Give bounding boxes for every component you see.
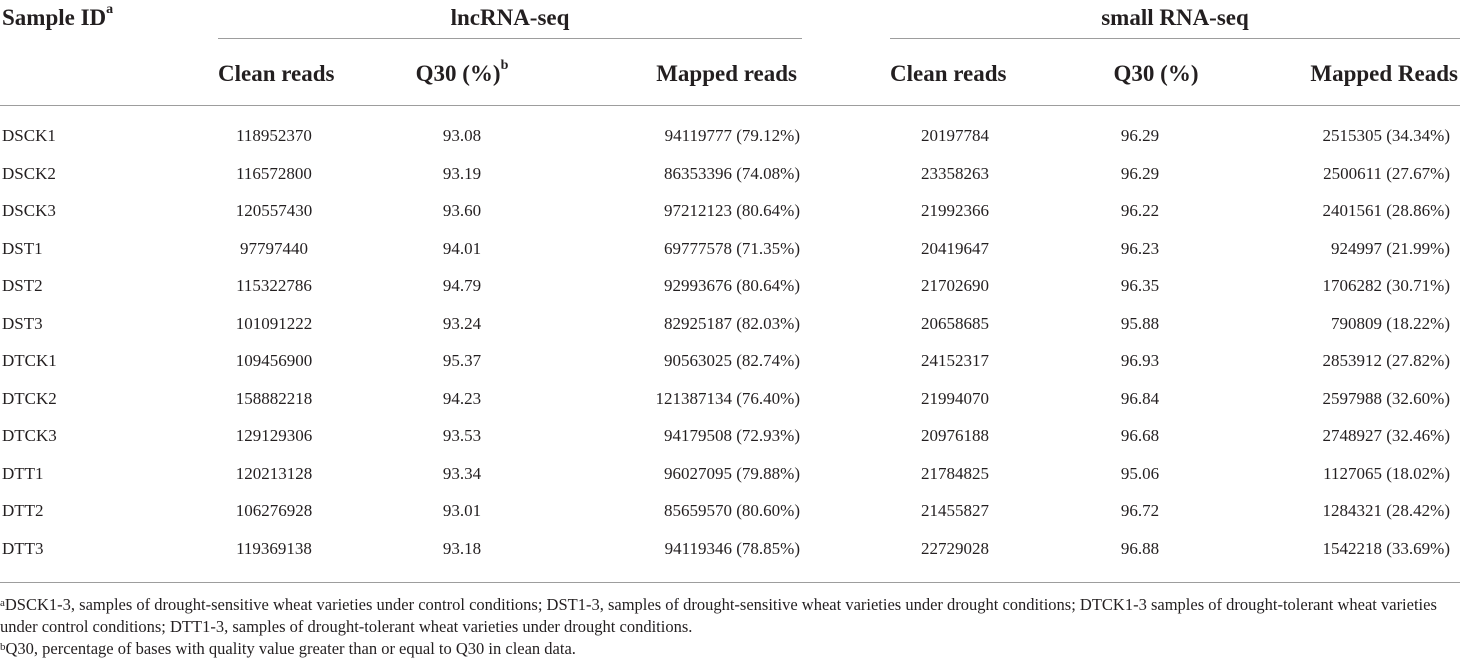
cell-lnc-clean: 120557430 bbox=[235, 201, 313, 220]
cell-lnc-clean: 115322786 bbox=[236, 276, 312, 295]
cell-lnc-clean: 158882218 bbox=[235, 388, 313, 408]
cell-id: DTCK1 bbox=[2, 351, 57, 370]
cell-small-q30: 96.29 bbox=[1120, 163, 1160, 183]
footnote-b-text: Q30, percentage of bases with quality value greater than or equal to Q30 in clean data. bbox=[5, 639, 576, 658]
footnote-a bbox=[0, 594, 1460, 638]
cell-small-mapped: 790809 (18.22%) bbox=[1331, 313, 1450, 333]
cell-small-mapped: 2597988 (32.60%) bbox=[1322, 388, 1450, 408]
cell-lnc-q30: 93.08 bbox=[442, 126, 482, 145]
header-small-clean-reads: Clean reads bbox=[890, 61, 1007, 86]
header-sample-id bbox=[2, 2, 114, 30]
cell-small-clean: 21994070 bbox=[921, 388, 989, 408]
cell-lnc-mapped: 90563025 (82.74%) bbox=[664, 351, 800, 370]
table-row bbox=[0, 195, 1460, 233]
header-lnc-mapped-reads: Mapped reads bbox=[656, 61, 797, 86]
cell-small-clean: 21784825 bbox=[921, 463, 989, 483]
cell-id: DSCK2 bbox=[2, 163, 56, 183]
cell-small-clean: 21702690 bbox=[921, 276, 989, 295]
cell-lnc-q30: 94.01 bbox=[442, 238, 482, 258]
cell-small-mapped: 1706282 (30.71%) bbox=[1322, 276, 1450, 295]
header-lnc-q30-text: Q30 (%) bbox=[415, 61, 501, 86]
cell-lnc-q30: 93.19 bbox=[442, 163, 482, 183]
cell-small-q30: 96.35 bbox=[1120, 276, 1160, 295]
cell-lnc-mapped: 121387134 (76.40%) bbox=[655, 388, 800, 408]
cell-small-clean: 23358263 bbox=[921, 163, 989, 183]
cell-small-clean: 20197784 bbox=[921, 126, 989, 145]
table-row bbox=[0, 270, 1460, 308]
table-row bbox=[0, 533, 1460, 571]
header-lnc-q30 bbox=[415, 58, 509, 86]
cell-lnc-clean: 116572800 bbox=[236, 163, 312, 183]
cell-id: DTCK3 bbox=[2, 426, 57, 445]
table-row bbox=[0, 120, 1460, 158]
cell-id: DTT1 bbox=[2, 463, 44, 483]
cell-lnc-clean: 129129306 bbox=[235, 426, 313, 445]
cell-small-clean: 20976188 bbox=[921, 426, 989, 445]
cell-lnc-mapped: 85659570 (80.60%) bbox=[664, 501, 800, 520]
table-row bbox=[0, 308, 1460, 346]
table-bottom-rule bbox=[0, 582, 1460, 583]
header-sample-id-text: Sample ID bbox=[2, 5, 107, 30]
cell-lnc-mapped: 92993676 (80.64%) bbox=[664, 276, 800, 295]
cell-lnc-q30: 93.53 bbox=[442, 426, 482, 445]
table-row bbox=[0, 345, 1460, 383]
cell-lnc-q30: 93.01 bbox=[442, 501, 482, 520]
cell-id: DSCK1 bbox=[2, 126, 56, 145]
cell-id: DST3 bbox=[2, 313, 43, 333]
cell-lnc-q30: 94.79 bbox=[442, 276, 482, 295]
cell-small-q30: 96.93 bbox=[1120, 351, 1160, 370]
cell-small-clean: 20658685 bbox=[921, 313, 989, 333]
cell-small-mapped: 1284321 (28.42%) bbox=[1322, 501, 1450, 520]
cell-small-q30: 96.68 bbox=[1120, 426, 1160, 445]
header-lnc-clean-reads: Clean reads bbox=[218, 61, 335, 86]
cell-small-mapped: 2853912 (27.82%) bbox=[1322, 351, 1450, 370]
cell-small-q30: 96.84 bbox=[1120, 388, 1160, 408]
cell-small-mapped: 2500611 (27.67%) bbox=[1323, 163, 1450, 183]
cell-lnc-mapped: 94119346 (78.85%) bbox=[664, 538, 800, 558]
cell-lnc-q30: 93.60 bbox=[442, 201, 482, 220]
cell-lnc-mapped: 94179508 (72.93%) bbox=[664, 426, 800, 445]
cell-small-mapped: 1542218 (33.69%) bbox=[1322, 538, 1450, 558]
cell-lnc-clean: 101091222 bbox=[235, 313, 313, 333]
cell-small-clean: 21992366 bbox=[921, 201, 989, 220]
cell-lnc-clean: 106276928 bbox=[235, 501, 313, 520]
cell-lnc-mapped: 69777578 (71.35%) bbox=[664, 238, 800, 258]
cell-small-q30: 96.72 bbox=[1120, 501, 1160, 520]
header-bottom-rule bbox=[0, 105, 1460, 106]
footnote-marker-b: b bbox=[500, 58, 509, 73]
cell-lnc-mapped: 97212123 (80.64%) bbox=[664, 201, 800, 220]
cell-lnc-mapped: 82925187 (82.03%) bbox=[664, 313, 800, 333]
cell-lnc-mapped: 86353396 (74.08%) bbox=[664, 163, 800, 183]
header-group-lncrna: lncRNA-seq bbox=[450, 5, 570, 30]
table-row bbox=[0, 383, 1460, 421]
cell-small-clean: 24152317 bbox=[921, 351, 989, 370]
cell-lnc-clean: 109456900 bbox=[235, 351, 313, 370]
header-row-groups bbox=[0, 0, 1460, 40]
cell-small-clean: 21455827 bbox=[921, 501, 989, 520]
cell-id: DTT3 bbox=[2, 538, 44, 558]
table-row bbox=[0, 458, 1460, 496]
cell-lnc-clean: 118952370 bbox=[236, 126, 312, 145]
table-row bbox=[0, 495, 1460, 533]
cell-id: DST1 bbox=[2, 238, 43, 258]
cell-lnc-q30: 93.34 bbox=[442, 463, 482, 483]
table-footnotes bbox=[0, 594, 1460, 660]
cell-small-q30: 96.88 bbox=[1120, 538, 1160, 558]
cell-small-mapped: 2748927 (32.46%) bbox=[1322, 426, 1450, 445]
cell-small-clean: 22729028 bbox=[921, 538, 989, 558]
group-underline-lncrna bbox=[218, 38, 802, 39]
cell-small-q30: 96.29 bbox=[1120, 126, 1160, 145]
footnote-marker-a: a bbox=[106, 2, 114, 17]
cell-lnc-clean: 97797440 bbox=[240, 238, 308, 258]
cell-lnc-mapped: 94119777 (79.12%) bbox=[664, 126, 800, 145]
cell-id: DSCK3 bbox=[2, 201, 56, 220]
footnote-a-marker: a bbox=[0, 597, 5, 609]
cell-small-q30: 95.88 bbox=[1120, 313, 1160, 333]
cell-id: DTT2 bbox=[2, 501, 44, 520]
cell-lnc-q30: 95.37 bbox=[442, 351, 482, 370]
cell-lnc-q30: 93.18 bbox=[442, 538, 482, 558]
footnote-a-text: DSCK1-3, samples of drought-sensitive wheat varieties under control conditions; DST1-3, samples of drought-sensitive wheat varieties under drought conditions; DTCK1-3 samples of drought-tolerant wheat varieties under control conditions; DTT1-3, samples of drought-tolerant wheat varieties under drought conditions. bbox=[0, 595, 1437, 636]
header-group-small-rna: small RNA-seq bbox=[1101, 5, 1249, 30]
cell-id: DST2 bbox=[2, 276, 43, 295]
cell-small-mapped: 924997 (21.99%) bbox=[1331, 238, 1450, 258]
cell-small-clean: 20419647 bbox=[921, 238, 989, 258]
cell-small-q30: 96.22 bbox=[1120, 201, 1160, 220]
cell-small-mapped: 2515305 (34.34%) bbox=[1322, 126, 1450, 145]
table-row bbox=[0, 233, 1460, 271]
table-body bbox=[0, 120, 1460, 570]
cell-small-q30: 95.06 bbox=[1120, 463, 1160, 483]
header-small-q30: Q30 (%) bbox=[1113, 61, 1199, 86]
cell-id: DTCK2 bbox=[2, 388, 57, 408]
cell-lnc-mapped: 96027095 (79.88%) bbox=[664, 463, 800, 483]
cell-small-mapped: 1127065 (18.02%) bbox=[1323, 463, 1450, 483]
cell-small-mapped: 2401561 (28.86%) bbox=[1322, 201, 1450, 220]
table-row bbox=[0, 420, 1460, 458]
cell-lnc-clean: 120213128 bbox=[235, 463, 313, 483]
cell-lnc-clean: 119369138 bbox=[236, 538, 312, 558]
cell-lnc-q30: 93.24 bbox=[442, 313, 482, 333]
table-row bbox=[0, 158, 1460, 196]
group-underline-small-rna bbox=[890, 38, 1460, 39]
footnote-b-marker: b bbox=[0, 641, 6, 653]
footnote-b bbox=[0, 638, 1460, 660]
cell-small-q30: 96.23 bbox=[1120, 238, 1160, 258]
header-row-columns bbox=[0, 40, 1460, 105]
cell-lnc-q30: 94.23 bbox=[442, 388, 482, 408]
header-small-mapped-reads: Mapped Reads bbox=[1310, 61, 1458, 86]
